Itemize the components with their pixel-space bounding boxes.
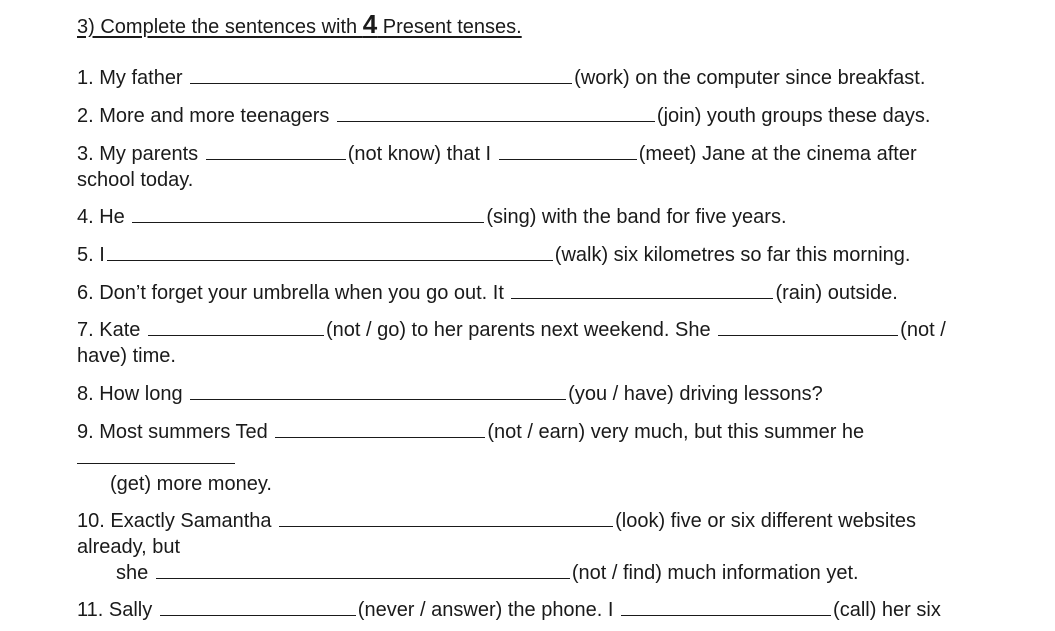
sentence-10-text-a: 10. Exactly Samantha xyxy=(77,510,278,532)
sentence-11-text-c: (call) her six xyxy=(833,599,941,621)
sentence-7-blank-2[interactable] xyxy=(718,319,898,336)
sentence-1-text-a: 1. My father xyxy=(77,67,189,89)
sentence-10-continuation-2 xyxy=(116,561,859,585)
sentence-10-cont2-text-a: she xyxy=(116,562,154,584)
sentence-3-text-c: (meet) Jane at the cinema after xyxy=(638,143,917,165)
sentence-6 xyxy=(77,281,898,305)
sentence-4 xyxy=(77,205,787,229)
sentence-9 xyxy=(77,420,864,444)
sentence-8-text-a: 8. How long xyxy=(77,383,189,405)
sentence-3-text-b: (not know) that I xyxy=(347,143,497,165)
sentence-1-text-b: (work) on the computer since breakfast. xyxy=(574,67,926,89)
sentence-4-blank-1[interactable] xyxy=(132,206,484,223)
sentence-10-cont2-text-b: (not / find) much information yet. xyxy=(571,562,859,584)
sentence-10-blank-1[interactable] xyxy=(279,510,613,527)
title-prefix: 3) Complete the sentences with xyxy=(77,16,363,38)
sentence-7-continuation xyxy=(77,344,176,368)
sentence-7-blank-1[interactable] xyxy=(148,319,324,336)
sentence-5-blank-1[interactable] xyxy=(107,244,553,261)
sentence-11 xyxy=(77,598,941,622)
sentence-4-text-a: 4. He xyxy=(77,206,131,228)
sentence-2-text-a: 2. More and more teenagers xyxy=(77,105,335,127)
sentence-11-blank-2[interactable] xyxy=(621,599,831,616)
sentence-2-text-b: (join) youth groups these days. xyxy=(656,105,931,127)
sentence-8 xyxy=(77,382,823,406)
sentence-5-text-b: (walk) six kilometres so far this morning. xyxy=(554,244,911,266)
sentence-7-text-a: 7. Kate xyxy=(77,319,146,341)
sentence-6-blank-1[interactable] xyxy=(511,282,773,299)
sentence-3-blank-1[interactable] xyxy=(206,143,346,160)
sentence-1-blank-1[interactable] xyxy=(190,67,572,84)
sentence-10-text-b: (look) five or six different websites xyxy=(615,510,916,532)
sentence-5 xyxy=(77,243,910,267)
sentence-9-text-b: (not / earn) very much, but this summer he xyxy=(487,421,865,443)
sentence-3-cont-text: school today. xyxy=(77,169,194,191)
sentence-9-cont-text: (get) more money. xyxy=(110,473,272,495)
sentence-7 xyxy=(77,318,946,342)
sentence-8-text-b: (you / have) driving lessons? xyxy=(568,383,823,405)
sentence-3 xyxy=(77,142,917,166)
sentence-7-text-c: (not / xyxy=(900,319,946,341)
sentence-10-cont-text: already, but xyxy=(77,536,181,558)
sentence-11-blank-1[interactable] xyxy=(160,599,356,616)
sentence-10-blank-2[interactable] xyxy=(156,562,570,579)
title-number: 4 xyxy=(362,9,378,39)
sentence-6-text-b: (rain) outside. xyxy=(775,282,898,304)
sentence-9-blank-1[interactable] xyxy=(275,421,485,438)
sentence-4-text-b: (sing) with the band for five years. xyxy=(486,206,787,228)
sentence-9-continuation xyxy=(110,472,272,496)
sentence-3-continuation xyxy=(77,168,193,192)
sentence-9-text-a: 9. Most summers Ted xyxy=(77,421,274,443)
exercise-title xyxy=(77,9,522,39)
sentence-1 xyxy=(77,66,925,90)
sentence-10 xyxy=(77,509,916,533)
sentence-3-text-a: 3. My parents xyxy=(77,143,204,165)
sentence-5-text-a: 5. I xyxy=(77,244,105,266)
sentence-6-text-a: 6. Don’t forget your umbrella when you go out. It xyxy=(77,282,510,304)
sentence-2 xyxy=(77,104,930,128)
sentence-7-cont-text: have) time. xyxy=(77,345,176,367)
sentence-2-blank-1[interactable] xyxy=(337,105,655,122)
sentence-11-text-a: 11. Sally xyxy=(77,599,158,621)
sentence-11-text-b: (never / answer) the phone. I xyxy=(357,599,620,621)
sentence-8-blank-1[interactable] xyxy=(190,383,566,400)
sentence-9-blank-line xyxy=(77,446,237,470)
sentence-10-continuation xyxy=(77,535,180,559)
sentence-9-blank-2[interactable] xyxy=(77,447,235,464)
sentence-7-text-b: (not / go) to her parents next weekend. She xyxy=(325,319,717,341)
title-suffix: Present tenses. xyxy=(377,16,522,38)
sentence-3-blank-2[interactable] xyxy=(499,143,637,160)
